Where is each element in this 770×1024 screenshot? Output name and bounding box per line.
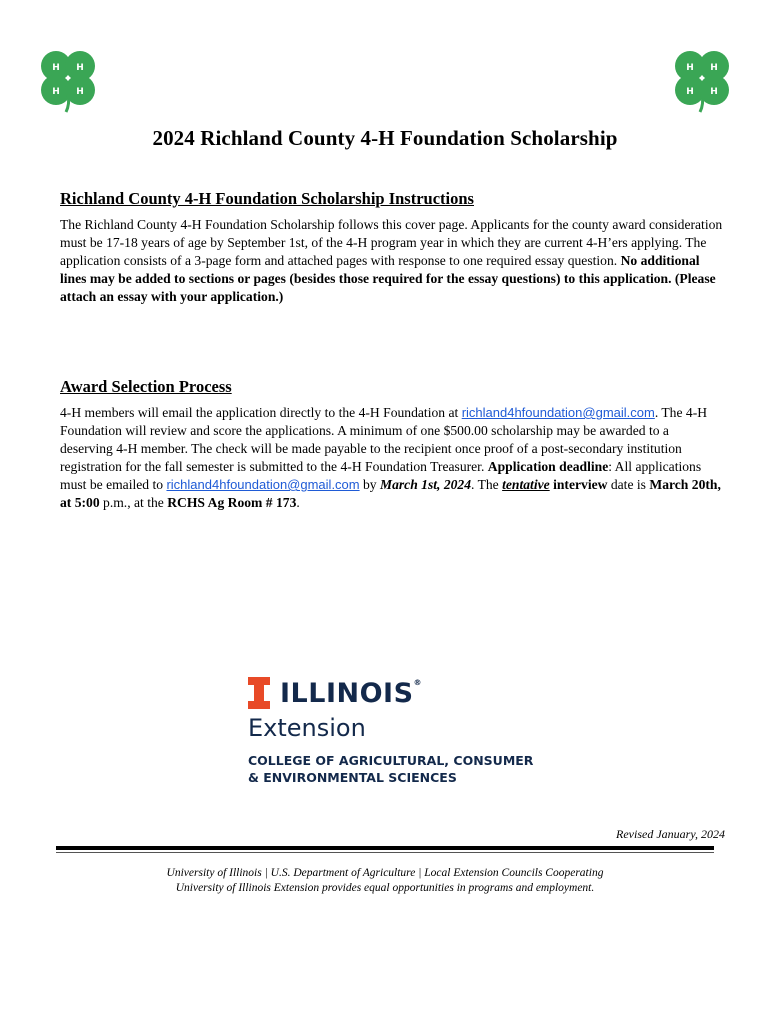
footer bbox=[0, 866, 770, 896]
illinois-block-i-icon bbox=[248, 677, 270, 709]
award-text-7: p.m., at the bbox=[99, 495, 168, 510]
award-text-1: 4-H members will email the application directly to the 4-H Foundation at bbox=[60, 405, 462, 420]
svg-text:H: H bbox=[710, 87, 718, 97]
award-text-4: by bbox=[359, 477, 380, 492]
foundation-email-link-1[interactable]: richland4hfoundation@gmail.com bbox=[461, 405, 655, 420]
illinois-extension-logo bbox=[248, 676, 548, 796]
svg-text:H: H bbox=[710, 63, 718, 73]
instructions-heading: Richland County 4-H Foundation Scholarship Instructions bbox=[60, 189, 474, 208]
svg-text:H: H bbox=[686, 63, 694, 73]
college-line-2: & ENVIRONMENTAL SCIENCES bbox=[248, 770, 457, 785]
footer-line-2: University of Illinois Extension provides equal opportunities in programs and employment. bbox=[175, 882, 595, 894]
college-line-1: COLLEGE OF AGRICULTURAL, CONSUMER bbox=[248, 753, 534, 768]
award-text-8: . bbox=[296, 495, 300, 510]
extension-wordmark: Extension bbox=[248, 714, 366, 742]
college-name bbox=[248, 752, 548, 786]
foundation-email-link-2[interactable]: richland4hfoundation@gmail.com bbox=[166, 477, 360, 492]
tentative-label: tentative bbox=[502, 477, 550, 492]
footer-divider-thick bbox=[56, 846, 714, 850]
interview-date: March 20th, at 5:00 bbox=[60, 477, 721, 510]
svg-text:H: H bbox=[52, 63, 60, 73]
interview-location: RCHS Ag Room # 173 bbox=[167, 495, 297, 510]
illinois-wordmark: ILLINOIS® bbox=[280, 677, 423, 709]
award-paragraph bbox=[60, 404, 724, 512]
svg-text:H: H bbox=[76, 87, 84, 97]
svg-text:H: H bbox=[52, 87, 60, 97]
revised-date: Revised January, 2024 bbox=[616, 827, 725, 841]
footer-line-1: University of Illinois | U.S. Department of Agriculture | Local Extension Councils Cooperating bbox=[166, 867, 604, 879]
interview-label: interview bbox=[549, 477, 608, 492]
instructions-paragraph bbox=[60, 216, 724, 306]
deadline-date: March 1st, 2024 bbox=[380, 477, 472, 492]
svg-text:H: H bbox=[686, 87, 694, 97]
4h-clover-logo-right-icon bbox=[670, 46, 734, 116]
award-text-3: : All applications must be emailed to bbox=[60, 459, 702, 492]
4h-clover-logo-left-icon bbox=[36, 46, 100, 116]
document-title: 2024 Richland County 4-H Foundation Scholarship bbox=[152, 126, 618, 150]
award-text-5: . The bbox=[471, 477, 503, 492]
svg-text:H: H bbox=[76, 63, 84, 73]
instructions-bold-text: No additional lines may be added to sections or pages (besides those required for the essay questions) to this application. (Please attach an essay with your application.) bbox=[60, 253, 716, 304]
award-heading: Award Selection Process bbox=[60, 377, 232, 396]
footer-divider-thin bbox=[56, 852, 714, 853]
award-text-2: . The 4-H Foundation will review and score the applications. A minimum of one $500.00 scholarship may be awarded to a deserving 4-H member. The check will be made payable to the recipient once proof of a post-secondary institution registration for the fall semester is submitted to the 4-H Foundation Treasurer. bbox=[60, 405, 708, 474]
award-text-6: date is bbox=[607, 477, 650, 492]
instructions-text: The Richland County 4-H Foundation Scholarship follows this cover page. Applicants for the county award consideration must be 17-18 years of age by September 1st, of the 4-H program year in which they are current 4-H’ers applying. The application consists of a 3-page form and attached pages with response to one required essay question. bbox=[60, 217, 723, 268]
deadline-label: Application deadline bbox=[487, 459, 609, 474]
